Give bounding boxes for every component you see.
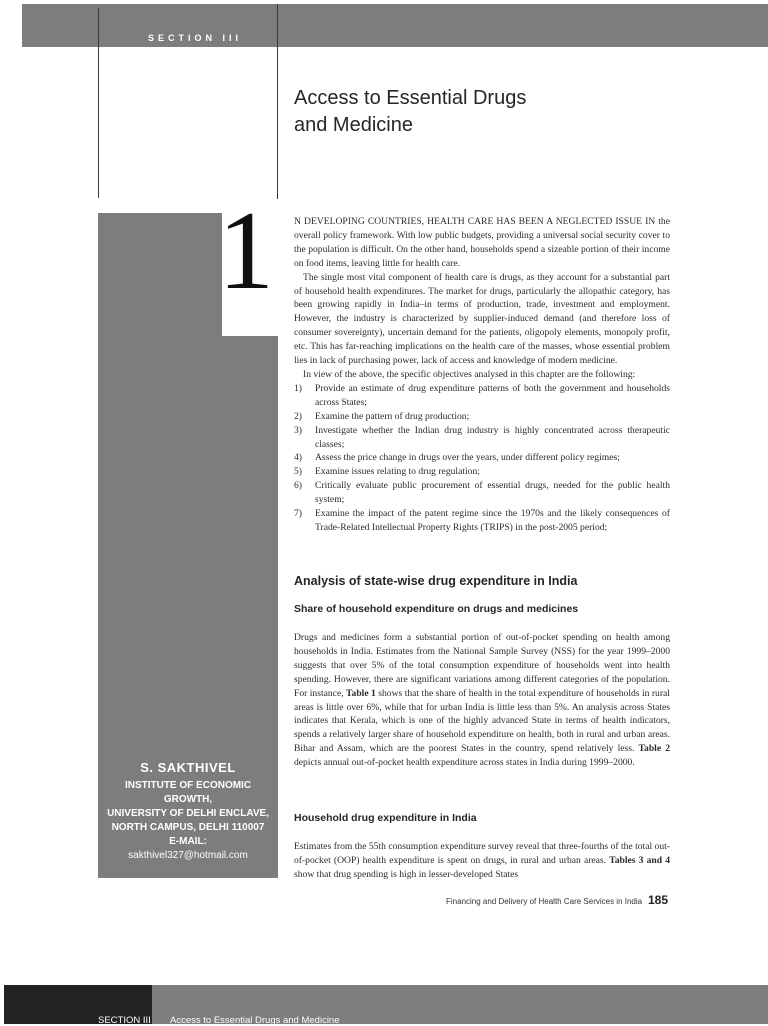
intro-paragraph-3: In view of the above, the specific objectives analysed in this chapter are the following: xyxy=(303,368,636,380)
section2-paragraph: Estimates from the 55th consumption expenditure survey reveal that three-fourths of the total out-of-pocket (OOP) health expenditure is spent on drugs, in rural and urban areas. Tables 3 and 4 show that drug spending is high in lesser-developed States xyxy=(294,841,670,880)
footer-book-title: Financing and Delivery of Health Care Services in India xyxy=(446,897,643,906)
author-affiliation-line: E-MAIL: xyxy=(169,836,207,847)
intro-body xyxy=(294,215,670,535)
subsection-heading: Share of household expenditure on drugs and medicines xyxy=(294,603,579,615)
list-item: 2) Examine the pattern of drug production; xyxy=(294,410,470,422)
list-item: 3) Investigate whether the Indian drug industry is highly concentrated across therapeutic classes; xyxy=(294,424,670,450)
author-name: S. SAKTHIVEL xyxy=(140,760,236,775)
author-email: sakthivel327@hotmail.com xyxy=(128,850,248,861)
intro-paragraph-2: The single most vital component of health care is drugs, as they account for a substantial part of household health expenditures. The market for drugs, particularly the allopathic category, has been growing rapidly in India–in terms of production, trade, investment and employment. However, the industry is characterized by supplier-induced demand (and therefore loss of consumer sovereignty), uncertain demand for the patients, oligopoly elements, monopoly profit, etc. This has far-reaching implications on the health care of the masses, whose essential problem lies in lack of purchasing power, lack of access and knowledge of modern medicine. xyxy=(294,271,670,367)
chapter-title xyxy=(294,85,654,139)
table-ref: Table 2 xyxy=(638,743,670,755)
list-item: 1) Provide an estimate of drug expenditure patterns of both the government and households across States; xyxy=(294,382,670,408)
chapter-title-line2: and Medicine xyxy=(294,114,413,136)
table-ref: Tables 3 and 4 xyxy=(609,854,670,866)
next-page-title: Access to Essential Drugs and Medicine xyxy=(170,1015,340,1026)
next-page-section-label: SECTION III xyxy=(98,1015,151,1026)
author-affiliation-line: UNIVERSITY OF DELHI ENCLAVE, xyxy=(107,808,269,819)
section1-body xyxy=(294,631,670,770)
author-affiliation-line: INSTITUTE OF ECONOMIC xyxy=(124,780,252,791)
list-item: 7) Examine the impact of the patent regime since the 1970s and the likely consequences of Trade-Related Intellectual Property Rights (TRIPS) in the post-2005 period; xyxy=(294,508,670,533)
section2-body xyxy=(294,840,670,882)
chapter-number: 1 xyxy=(218,189,274,313)
list-item: 5) Examine issues relating to drug regulation; xyxy=(294,466,480,478)
subsection-heading: Household drug expenditure in India xyxy=(294,812,477,824)
author-block xyxy=(98,760,278,863)
header-divider-left xyxy=(98,8,99,198)
table-ref: Table 1 xyxy=(346,687,376,699)
page-number: 185 xyxy=(648,893,669,907)
author-affiliation-line: GROWTH, xyxy=(163,794,213,805)
section-heading: Analysis of state-wise drug expenditure in India xyxy=(294,574,578,588)
header-bar xyxy=(22,4,768,47)
header-divider-right xyxy=(277,4,278,199)
objectives-list xyxy=(294,382,670,535)
author-affiliation-line: NORTH CAMPUS, DELHI 110007 xyxy=(111,822,265,833)
intro-paragraph-1: N DEVELOPING COUNTRIES, HEALTH CARE HAS BEEN A NEGLECTED ISSUE IN the overall policy framework. With low public budgets, providing a universal social security cover to the population is difficult. On the other hand, households spend a sizeable portion of their income on food items, leaving little for health care. xyxy=(294,216,670,269)
section-label: SECTION III xyxy=(148,33,243,43)
chapter-title-line1: Access to Essential Drugs xyxy=(294,87,527,109)
list-item: 6) Critically evaluate public procurement of essential drugs, needed for the public health system; xyxy=(294,480,670,506)
section1-paragraph: Drugs and medicines form a substantial portion of out-of-pocket spending on health among households in India. Estimates from the National Sample Survey (NSS) for the year 1999–2000 suggests that over 5% of the total consumption expenditure of households went into health spending. However, there are significant variations among different categories of the population. For instance, Table 1 shows that the share of health in the total expenditure of households in rural areas is little over 6%, while that for urban India is little less than 5%. An analysis across States indicates that Kerala, which is one of the highly advanced State in terms of health indicators, spends a relatively larger share of household expenditure on health, both in rural and urban areas. Bihar and Assam, which are the poorest States in the country, spend relatively less. Table 2 depicts annual out-of-pocket health expenditure across states in India during 1999–2000. xyxy=(294,632,670,769)
list-item: 4) Assess the price change in drugs over the years, under different policy regimes; xyxy=(294,452,620,464)
